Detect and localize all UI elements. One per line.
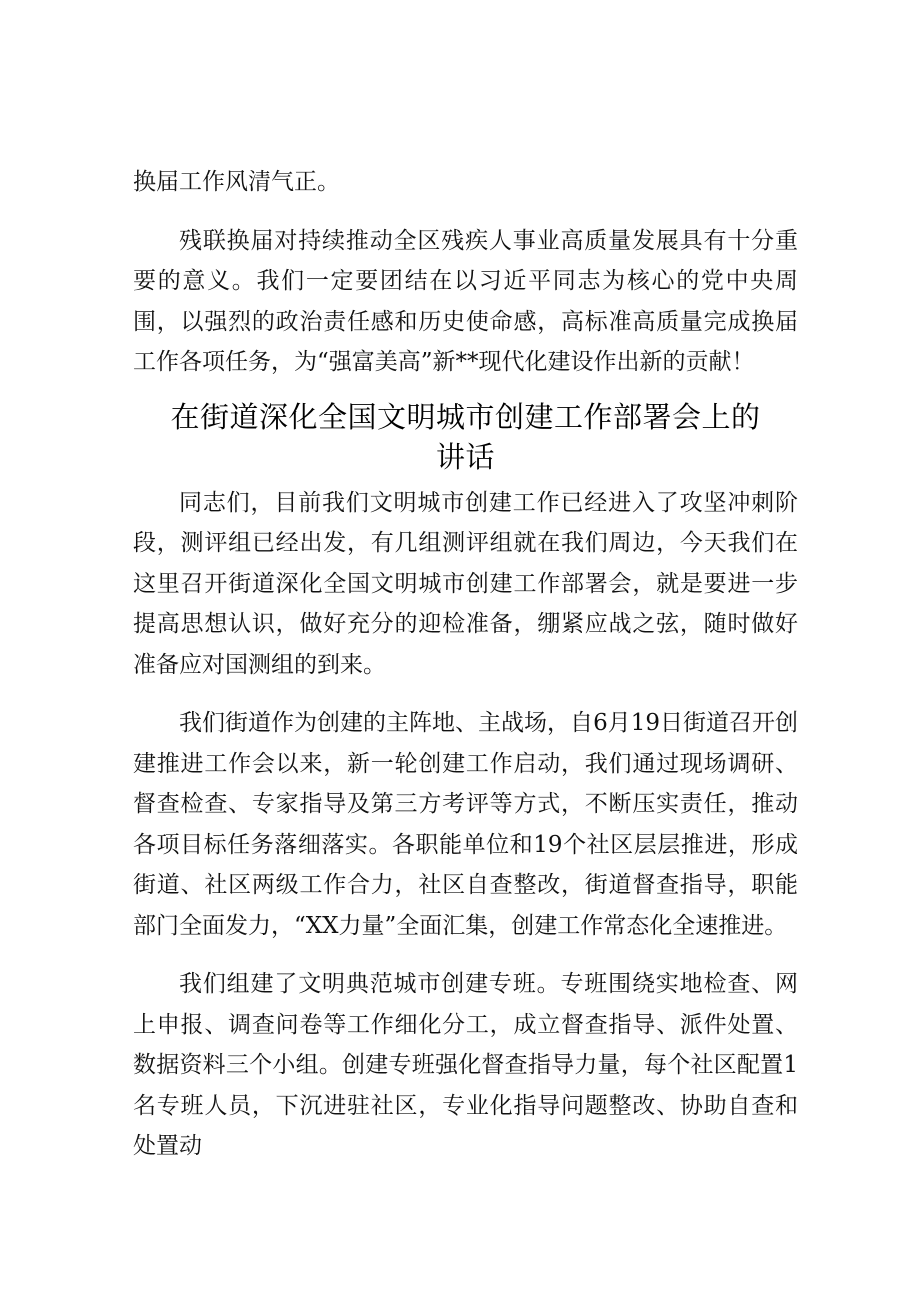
paragraph-progress: 我们街道作为创建的主阵地、主战场，自6月19日街道召开创建推进工作会以来，新一轮创建工作启动，我们通过现场调研、督查检查、专家指导及第三方考评等方式，不断压实责任，推动各项目标任务落细落实。各职能单位和19个社区层层推进，形成街道、社区两级工作合力，社区自查整改，街道督查指导，职能部门全面发力，“XX力量”全面汇集，创建工作常态化全速推进。 [133, 710, 798, 939]
speech-title-line-1: 在街道深化全国文明城市创建工作部署会上的 [170, 399, 761, 434]
paragraph-significance: 残联换届对持续推动全区残疾人事业高质量发展具有十分重要的意义。我们一定要团结在以习近平同志为核心的党中央周围，以强烈的政治责任感和历史使命感，高标准高质量完成换届工作各项任务，为“强富美高”新**现代化建设作出新的贡献！ [133, 227, 798, 375]
paragraph-continuation: 换届工作风清气正。 [133, 169, 340, 195]
speech-title-line-2: 讲话 [435, 439, 495, 474]
speech-title [133, 397, 798, 477]
paragraph-task-force: 我们组建了文明典范城市创建专班。专班围绕实地检查、网上申报、调查问卷等工作细化分工，成立督查指导、派件处置、数据资料三个小组。创建专班强化督查指导力量，每个社区配置1名专班人员，下沉进驻社区，专业化指导问题整改、协助自查和处置动 [133, 971, 798, 1159]
paragraph-opening: 同志们，目前我们文明城市创建工作已经进入了攻坚冲刺阶段，测评组已经出发，有几组测评组就在我们周边，今天我们在这里召开街道深化全国文明城市创建工作部署会，就是要进一步提高思想认识，做好充分的迎检准备，绷紧应战之弦，随时做好准备应对国测组的到来。 [133, 489, 798, 678]
document-body [133, 162, 798, 1167]
